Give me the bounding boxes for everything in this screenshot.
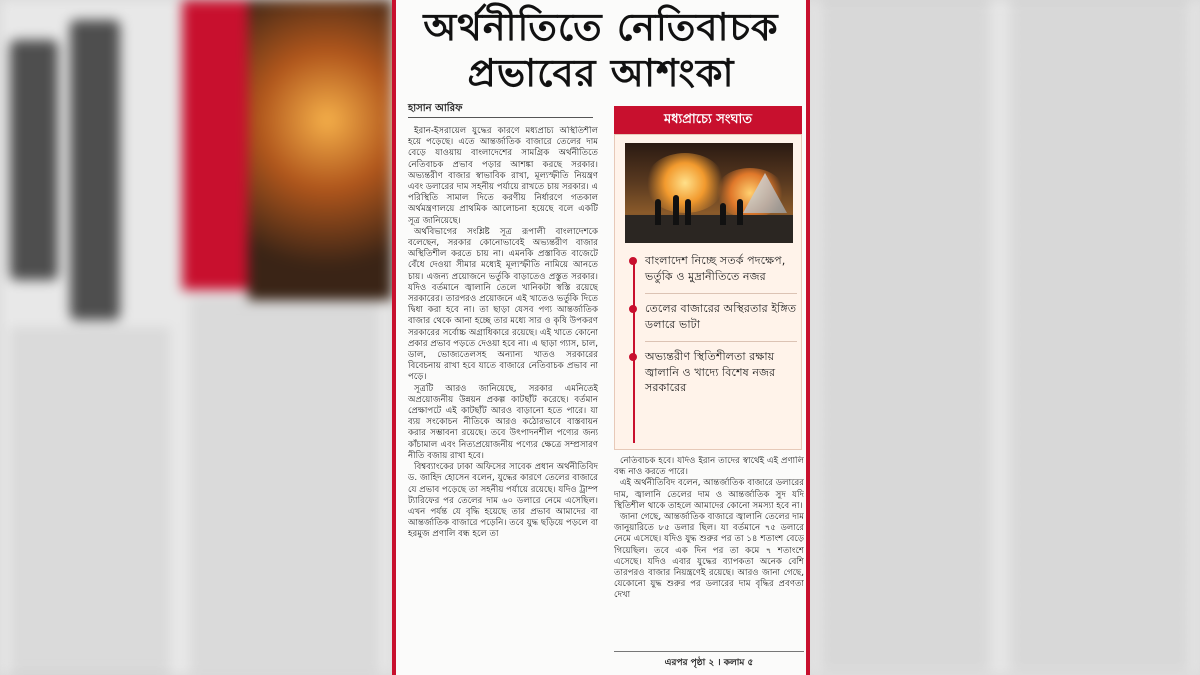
paragraph: নেতিবাচক হবে। যদিও ইরান তাদের স্বার্থেই এই প্রণালি বন্ধ নাও করতে পারে। bbox=[614, 456, 804, 478]
person-silhouette bbox=[720, 203, 726, 225]
bullet-separator bbox=[645, 341, 797, 342]
fire-scene-photo bbox=[625, 143, 793, 243]
newspaper-page bbox=[392, 0, 810, 675]
byline-rule bbox=[408, 117, 593, 118]
article-column-left bbox=[408, 126, 598, 671]
continuation-note: এরপর পৃষ্ঠা ২ । কলাম ৫ bbox=[664, 658, 754, 668]
blurred-background-right bbox=[810, 0, 1200, 675]
blurred-red-banner bbox=[182, 0, 248, 290]
byline: হাসান আরিফ bbox=[408, 103, 463, 114]
bullet-item bbox=[629, 301, 797, 332]
red-dot-icon bbox=[629, 257, 637, 265]
headline bbox=[396, 4, 806, 96]
sidebar-title: মধ্যপ্রাচ্যে সংঘাত bbox=[614, 106, 802, 134]
blurred-headline-block bbox=[70, 20, 120, 320]
person-silhouette bbox=[673, 195, 679, 225]
blurred-headline-block bbox=[10, 40, 58, 280]
blurred-text-column bbox=[820, 0, 990, 675]
headline-line-2: প্রভাবের আশংকা bbox=[467, 51, 735, 95]
bullet-text: বাংলাদেশ নিচ্ছে সতর্ক পদক্ষেপ, ভর্তুকি ও মুদ্রানীতিতে নজর bbox=[645, 254, 786, 283]
person-silhouette bbox=[655, 199, 661, 225]
ground bbox=[625, 215, 793, 243]
blurred-background-left bbox=[0, 0, 392, 675]
article-column-right bbox=[614, 456, 804, 650]
headline-line-1: অর্থনীতিতে নেতিবাচক bbox=[423, 5, 779, 49]
paragraph: এই অর্থনীতিবিদ বলেন, আন্তর্জাতিক বাজারে ডলারের দাম, জ্বালানি তেলের দাম ও আন্তর্জাতিক সুদ যদি স্থিতিশীল থাকে তাহলে আমাদের কোনো সমস্যা হবে না। bbox=[614, 478, 804, 511]
paragraph: সূত্রটি আরও জানিয়েছে, সরকার এমনিতেই অপ্রয়োজনীয় উন্নয়ন প্রকল্প কাটছাঁট করেছে। বর্তমান প্রেক্ষাপটে এই কাটছাঁট আরও বাড়ানো হতে পারে। যা ব্যয় সংকোচন নীতিকে আরও কঠোরভাবে বাস্তবায়ন করার সম্ভাবনা রয়েছে। তবে উৎপাদনশীল পণ্যের জন্য কাঁচামাল এবং নিত্যপ্রয়োজনীয় পণ্যের ক্ষেত্রে সম্প্রসারণ নীতি বজায় রাখা হবে। bbox=[408, 383, 598, 461]
blurred-text-column bbox=[1010, 0, 1190, 675]
blurred-photo bbox=[248, 0, 392, 300]
paragraph: বিশ্বব্যাংকের ঢাকা অফিসের সাবেক প্রধান অর্থনীতিবিদ ড. জাহিদ হোসেন বলেন, যুদ্ধের কারণে তেলের বাজারে যে প্রভাব পড়েছে তা সহনীয় পর্যায়ে রয়েছে। যদিও ট্রাম্প ট্যারিফের পর তেলের দাম ৬০ ডলারে নেমে এসেছিল। এখন পর্যন্ত যে বৃদ্ধি হয়েছে তার প্রভাব আমাদের বা আন্তর্জাতিক বাজারে পড়েনি। তবে যুদ্ধ ছড়িয়ে পড়লে বা হরমুজ প্রণালি বন্ধ হলে তা bbox=[408, 462, 598, 540]
person-silhouette bbox=[737, 199, 743, 225]
bullet-separator bbox=[645, 293, 797, 294]
bullet-text: তেলের বাজারের অস্থিরতার ইঙ্গিত ডলারে ভাটা bbox=[645, 302, 797, 331]
blurred-text-column bbox=[10, 330, 170, 675]
bullet-list bbox=[629, 253, 797, 405]
sidebar-box bbox=[614, 134, 802, 450]
paragraph: ইরান-ইসরায়েল যুদ্ধের কারণে মধ্যপ্রাচ্য অস্থিতিশীল হয়ে পড়েছে। এতে আন্তর্জাতিক বাজারে তেলের দাম বেড়ে যাওয়ায় বাংলাদেশের সামগ্রিক অর্থনীতিতে নেতিবাচক প্রভাব পড়ার আশঙ্কা করছে সরকার। অভ্যন্তরীণ বাজার স্বাভাবিক রাখা, মূল্যস্ফীতি নিয়ন্ত্রণ এবং ডলারের দাম সহনীয় পর্যায়ে রাখতে চায় সরকার। এ পরিস্থিতি সামাল দিতে করণীয় নির্ধারণে গতকাল অর্থমন্ত্রণালয়ে প্রাথমিক আলোচনা হয়েছে বলে একটি সূত্র জানিয়েছে। bbox=[408, 126, 598, 226]
person-silhouette bbox=[685, 199, 691, 225]
bullet-item bbox=[629, 253, 797, 284]
blurred-text-column bbox=[190, 300, 380, 675]
continuation-rule bbox=[614, 651, 804, 652]
bullet-item bbox=[629, 349, 797, 396]
red-dot-icon bbox=[629, 305, 637, 313]
paragraph: জানা গেছে, আন্তর্জাতিক বাজারে জ্বালানি তেলের দাম জানুয়ারিতে ৮৫ ডলার ছিল। যা বর্তমানে ৭৫ ডলারে নেমে এসেছে। যদিও যুদ্ধ শুরুর পর তা ১৪ শতাংশ বেড়ে গিয়েছিল। তবে এক দিন পর তা কমে ৭ শতাংশে এসেছে। যদিও এবার যুদ্ধের ব্যাপকতা অনেক বেশি তারপরও বাজার নিয়ন্ত্রণেই রয়েছে। আরও জানা গেছে, যেকোনো যুদ্ধ শুরুর পর ডলারের দাম বৃদ্ধির প্রবণতা দেখা bbox=[614, 512, 804, 601]
bullet-text: অভ্যন্তরীণ স্থিতিশীলতা রক্ষায় জ্বালানি ও খাদ্যে বিশেষ নজর সরকারের bbox=[645, 350, 776, 394]
red-dot-icon bbox=[629, 353, 637, 361]
paragraph: অর্থবিভাগের সংশ্লিষ্ট সূত্র রূপালী বাংলাদেশকে বলেছেন, সরকার কোনোভাবেই অভ্যন্তরীণ বাজার অস্থিতিশীল করতে চায় না। এমনকি প্রস্তাবিত বাজেটে বেঁধে দেওয়া সীমার মধ্যেই মূল্যস্ফীতি নামিয়ে আনতে চায়। এজন্য প্রয়োজনে ভর্তুকি বাড়াতেও প্রস্তুত সরকার। যদিও বর্তমানে জ্বালানি তেলে খানিকটা স্বস্তি রয়েছে সরকারের। তারপরও প্রয়োজনে এই খাতেও ভর্তুকি দিতে দ্বিধা করা হবে না। তা ছাড়া যেসব পণ্য আন্তর্জাতিক বাজার থেকে আনা হচ্ছে তার মধ্যে সার ও কৃষি উপকরণ সরকারের সর্বোচ্চ অগ্রাধিকারে রয়েছে। এই খাতে কোনো প্রকার প্রভাব পড়তে দেওয়া হবে না। এ ছাড়া গ্যাস, চাল, ডাল, ভোজ্যতেলসহ অন্যান্য খাতও সরকারের বিবেচনায় রাখা হবে যাতে বাজারে নেতিবাচক প্রভাব না পড়ে। bbox=[408, 226, 598, 383]
